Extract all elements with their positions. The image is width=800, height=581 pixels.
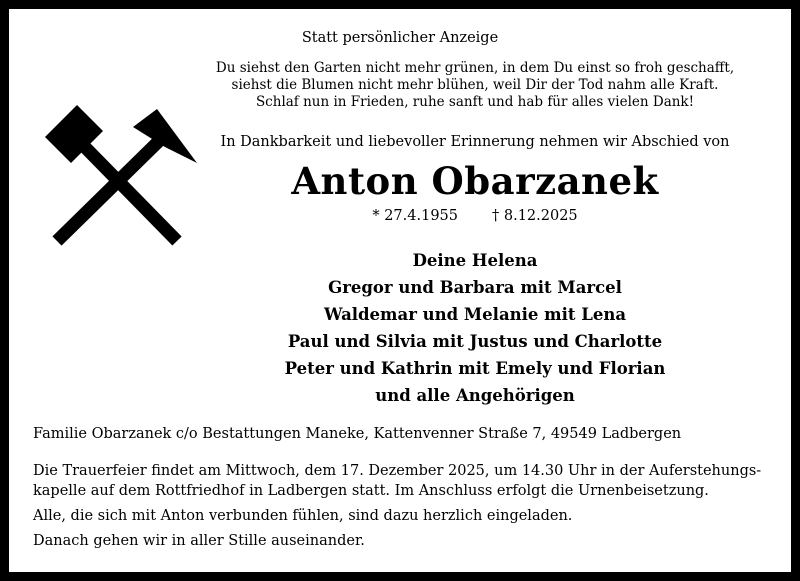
death-date: † 8.12.2025 xyxy=(492,208,578,224)
poem xyxy=(159,60,791,111)
invitation-text: Alle, die sich mit Anton verbunden fühlen, sind dazu herzlich eingeladen. xyxy=(33,508,573,524)
mourner-line: Paul und Silvia mit Justus und Charlotte xyxy=(287,332,663,351)
service-info-paragraph xyxy=(33,461,773,501)
mourner-line: Deine Helena xyxy=(412,251,538,270)
poem-line: siehst die Blumen nicht mehr blühen, weil Dir der Tod nahm alle Kraft. xyxy=(231,77,719,93)
mourners-list xyxy=(159,247,791,409)
mourner-line: Gregor und Barbara mit Marcel xyxy=(328,278,622,297)
poem-line: Du siehst den Garten nicht mehr grünen, in dem Du einst so froh geschafft, xyxy=(215,60,735,76)
birth-date: * 27.4.1955 xyxy=(372,208,458,224)
service-info xyxy=(33,461,773,551)
mourner-line: Peter und Kathrin mit Emely und Florian xyxy=(284,359,666,378)
service-info-line: Die Trauerfeier findet am Mittwoch, dem 17. Dezember 2025, um 14.30 Uhr in der Auferstehungs- xyxy=(33,463,762,479)
service-info-line: kapelle auf dem Rottfriedhof in Ladbergen statt. Im Anschluss erfolgt die Urnenbeisetzung. xyxy=(33,483,709,499)
notice-heading: Statt persönlicher Anzeige xyxy=(301,30,499,46)
deceased-name: Anton Obarzanek xyxy=(291,159,659,203)
mourner-line: Waldemar und Melanie mit Lena xyxy=(323,305,627,324)
poem-line: Schlaf nun in Frieden, ruhe sanft und hab für alles vielen Dank! xyxy=(255,94,695,110)
closing-text: Danach gehen wir in aller Stille auseinander. xyxy=(33,533,365,549)
farewell-intro: In Dankbarkeit und liebevoller Erinnerung nehmen wir Abschied von xyxy=(220,134,730,150)
mourner-line: und alle Angehörigen xyxy=(375,386,575,405)
family-address: Familie Obarzanek c/o Bestattungen Maneke, Kattenvenner Straße 7, 49549 Ladbergen xyxy=(33,426,682,442)
life-dates xyxy=(159,208,791,224)
